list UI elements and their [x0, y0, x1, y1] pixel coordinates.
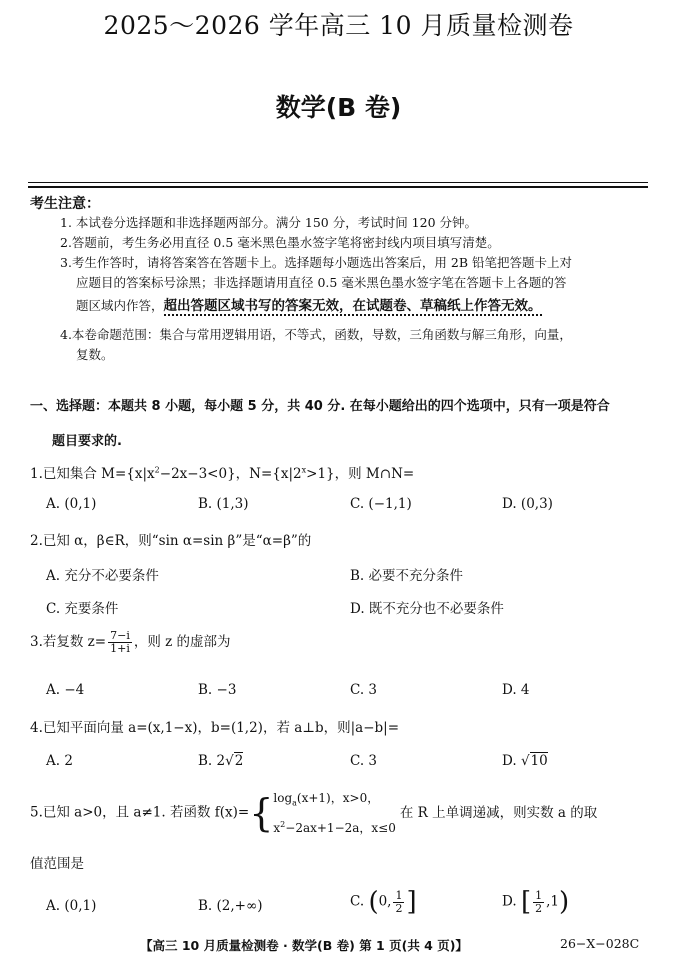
q5-option-b: B. (2,+∞) — [198, 898, 263, 914]
q2-option-d: D. 既不充分也不必要条件 — [350, 601, 504, 617]
q5-option-d-rbracket: ) — [558, 887, 570, 917]
sqrt-icon: √ — [520, 753, 530, 769]
q5-option-a: A. (0,1) — [46, 898, 97, 914]
q3-option-d: D. 4 — [502, 682, 530, 698]
q5-option-c-left: 0, — [378, 893, 392, 910]
note-4-line1: 4.本卷命题范围：集合与常用逻辑用语，不等式，函数，导数，三角函数与解三角形，向量， — [60, 327, 572, 342]
question-5-cont: 值范围是 — [30, 856, 84, 872]
question-4: 4.已知平面向量 a=(x,1−x)，b=(1,2)，若 a⊥b，则|a−b|= — [30, 720, 400, 736]
question-2: 2.已知 α，β∈R，则“sin α=sin β”是“α=β”的 — [30, 533, 312, 549]
note-1: 1. 本试卷分选择题和非选择题两部分。满分 150 分，考试时间 120 分钟。 — [60, 215, 478, 230]
q4-option-c: C. 3 — [350, 753, 378, 769]
q5-piece-2 — [273, 814, 395, 839]
q2-option-c: C. 充要条件 — [46, 601, 119, 617]
q5-option-c-rbracket: ] — [406, 887, 417, 917]
note-3-line2: 应题目的答案标号涂黑；非选择题请用直径 0.5 毫米黑色墨水签字笔在答题卡上各题的答 — [76, 275, 567, 290]
q5-piecewise — [273, 787, 395, 839]
q5-option-c-label: C. — [350, 893, 369, 910]
q2-option-a: A. 充分不必要条件 — [46, 568, 159, 584]
q1-sup-1: 2 — [154, 465, 160, 475]
q5-text-b: 在 R 上单调递减，则实数 a 的取 — [399, 804, 598, 821]
q4-option-b-label: B. 2 — [198, 753, 226, 769]
q3-fraction — [108, 630, 132, 655]
q1-option-a: A. (0,1) — [46, 496, 97, 512]
q5-piece-1-rest: (x+1)，x>0， — [296, 791, 380, 805]
footer-label: 【高三 10 月质量检测卷 · 数学(B 卷) 第 1 页(共 4 页)】 — [140, 938, 468, 953]
q1-sup-2: x — [301, 465, 307, 475]
q3-text-b: ，则 z 的虚部为 — [133, 634, 231, 650]
q5-option-d-num: 1 — [535, 888, 543, 902]
q3-option-a: A. −4 — [46, 682, 85, 698]
q1-text-a: 1.已知集合 M={x|x — [30, 466, 155, 482]
q4-option-a: A. 2 — [46, 753, 73, 769]
q1-option-d: D. (0,3) — [502, 496, 553, 512]
q5-piece-2-x: x — [273, 821, 281, 836]
footer-code: 26−X−028C — [560, 936, 640, 951]
q5-option-c-den: 2 — [395, 901, 403, 915]
q3-option-b: B. −3 — [198, 682, 237, 698]
q4-option-d-label: D. — [502, 753, 521, 769]
q5-option-c — [350, 887, 417, 917]
q3-option-c: C. 3 — [350, 682, 378, 698]
q3-text-a: 3.若复数 z= — [30, 634, 107, 650]
q5-option-d — [502, 887, 569, 917]
q5-log-base: a — [292, 798, 297, 808]
q5-piece-2-rest: −2ax+1−2a，x≤0 — [285, 821, 396, 836]
note-3-plain: 题区域内作答， — [76, 298, 164, 313]
subject-title: 数学(B 卷) — [275, 93, 402, 122]
q1-text-b: −2x−3<0}，N={x|2 — [159, 466, 302, 482]
q5-piece-2-sup: 2 — [280, 820, 286, 830]
notes-title: 考生注意： — [30, 196, 100, 212]
q5-piece-1 — [273, 787, 395, 814]
q3-numerator: 7−i — [110, 629, 130, 642]
q4-option-b-radicand: 2 — [234, 753, 244, 769]
q5-option-d-label: D. — [502, 893, 521, 910]
q4-option-d — [502, 753, 548, 769]
sqrt-icon: √ — [225, 753, 234, 769]
q4-option-b — [198, 753, 243, 769]
q5-option-d-fraction — [533, 890, 544, 915]
q5-option-c-fraction — [393, 890, 404, 915]
note-3-line3 — [76, 296, 542, 316]
note-2: 2.答题前，考生务必用直径 0.5 毫米黑色墨水签字笔将密封线内项目填写清楚。 — [60, 235, 500, 250]
divider-top — [28, 182, 648, 183]
note-3-line1: 3.考生作答时，请将答案答在答题卡上。选择题每小题选出答案后，用 2B 铅笔把答题卡上对 — [60, 255, 573, 270]
q4-option-d-radicand: 10 — [530, 753, 548, 769]
q5-option-d-lbracket: [ — [520, 887, 532, 917]
q5-text-a: 5.已知 a>0，且 a≠1. 若函数 f(x)= — [30, 804, 250, 821]
brace-icon: { — [249, 791, 274, 836]
q5-option-c-lbracket: ( — [368, 887, 379, 917]
q1-text-c: >1}，则 M∩N= — [306, 466, 415, 482]
q5-option-c-num: 1 — [395, 888, 403, 902]
section-heading: 一、选择题：本题共 8 小题，每小题 5 分，共 40 分. 在每小题给出的四个选项中，只有一项是符合 — [30, 399, 610, 414]
q5-option-d-right: ,1 — [546, 893, 559, 910]
question-5 — [30, 787, 597, 839]
q5-option-d-den: 2 — [535, 901, 543, 915]
question-3 — [30, 630, 231, 655]
section-heading-cont: 题目要求的. — [52, 434, 122, 449]
question-1 — [30, 462, 414, 482]
q1-option-c: C. (−1,1) — [350, 496, 412, 512]
q1-option-b: B. (1,3) — [198, 496, 249, 512]
note-3-emphasis: 超出答题区域书写的答案无效，在试题卷、草稿纸上作答无效。 — [163, 298, 542, 314]
exam-title: 2025～2026 学年高三 10 月质量检测卷 — [103, 11, 574, 40]
q2-option-b: B. 必要不充分条件 — [350, 568, 464, 584]
divider-bottom — [28, 186, 648, 188]
q3-denominator: 1+i — [110, 642, 130, 655]
q5-log: log — [273, 791, 293, 805]
note-4-line2: 复数。 — [76, 347, 114, 362]
